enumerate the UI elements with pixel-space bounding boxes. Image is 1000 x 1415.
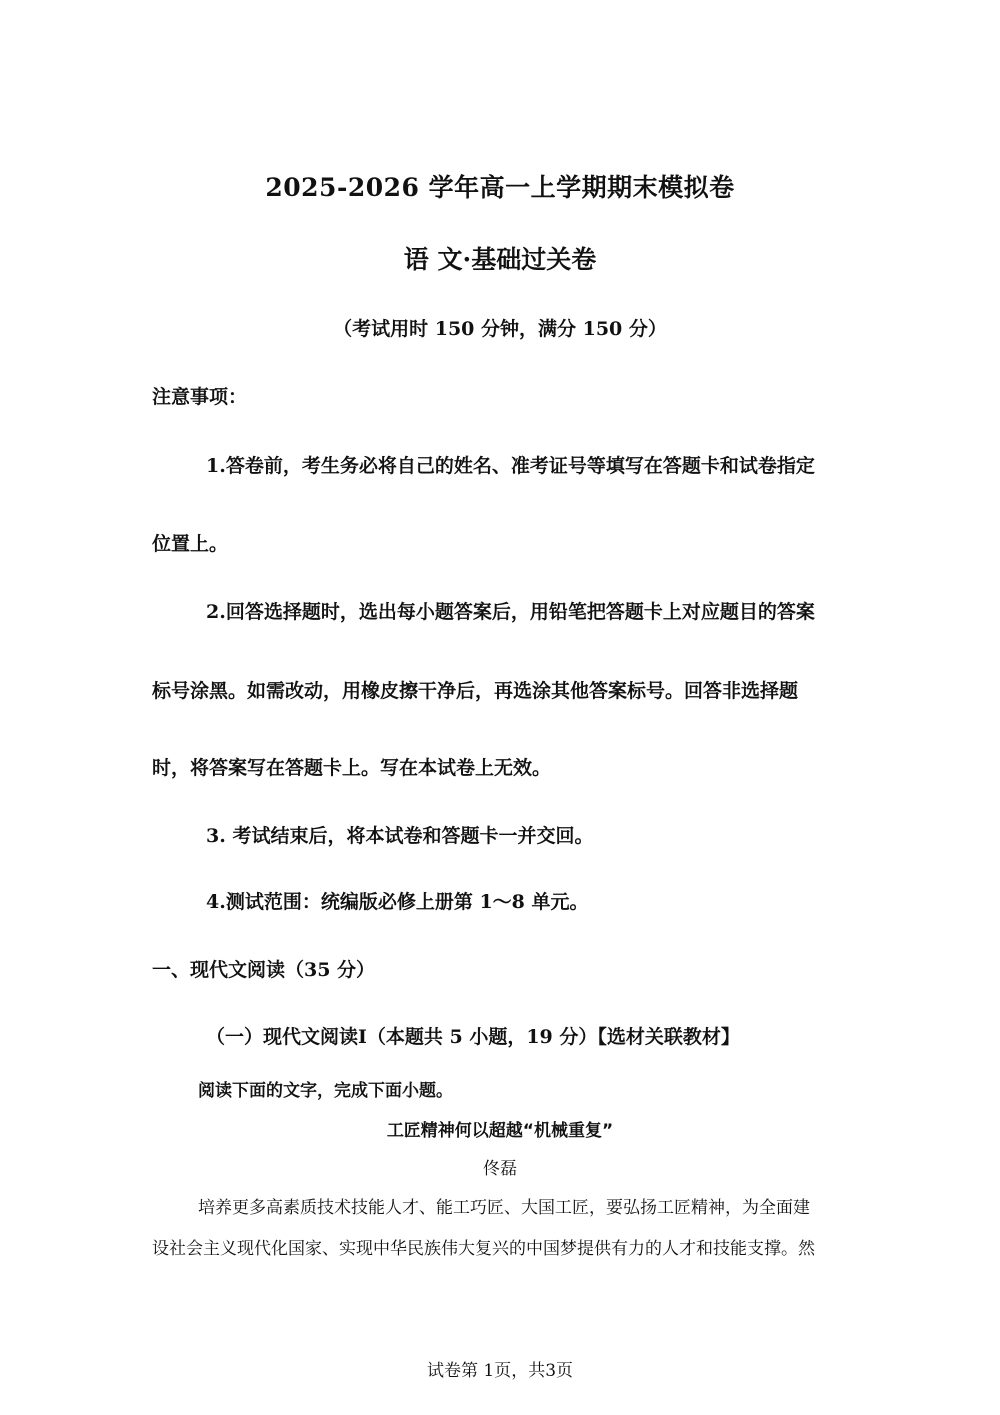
- notice-heading: 注意事项：: [152, 386, 248, 408]
- exam-title: 2025-2026 学年高一上学期期末模拟卷: [265, 173, 735, 202]
- notice-item-2-line-1: 2.回答选择题时，选出每小题答案后，用铅笔把答题卡上对应题目的答案: [206, 601, 815, 623]
- article-line-1: 培养更多高素质技术技能人才、能工巧匠、大国工匠，要弘扬工匠精神，为全面建: [198, 1198, 810, 1218]
- reading-instruction: 阅读下面的文字，完成下面小题。: [198, 1081, 453, 1101]
- article-line-2: 设社会主义现代化国家、实现中华民族伟大复兴的中国梦提供有力的人才和技能支撑。然: [152, 1239, 815, 1259]
- exam-duration: （考试用时 150 分钟，满分 150 分）: [333, 318, 667, 340]
- article-author: 佟磊: [483, 1159, 517, 1179]
- article-title: 工匠精神何以超越“机械重复”: [386, 1121, 614, 1141]
- exam-subtitle: 语 文·基础过关卷: [403, 245, 597, 274]
- page-footer: 试卷第 1页，共3页: [426, 1361, 574, 1381]
- notice-item-2-line-2: 标号涂黑。如需改动，用橡皮擦干净后，再选涂其他答案标号。回答非选择题: [152, 680, 799, 702]
- notice-item-2-line-3: 时，将答案写在答题卡上。写在本试卷上无效。: [152, 757, 552, 779]
- subsection-heading: （一）现代文阅读Ⅰ（本题共 5 小题，19 分）【选材关联教材】: [206, 1026, 740, 1048]
- notice-item-1-line-2: 位置上。: [152, 533, 229, 555]
- notice-item-1-line-1: 1.答卷前，考生务必将自己的姓名、准考证号等填写在答题卡和试卷指定: [206, 455, 815, 477]
- section-heading: 一、现代文阅读（35 分）: [152, 959, 376, 981]
- notice-item-3-line-1: 3. 考试结束后，将本试卷和答题卡一并交回。: [206, 825, 594, 847]
- notice-item-4-line-1: 4.测试范围：统编版必修上册第 1～8 单元。: [206, 891, 589, 913]
